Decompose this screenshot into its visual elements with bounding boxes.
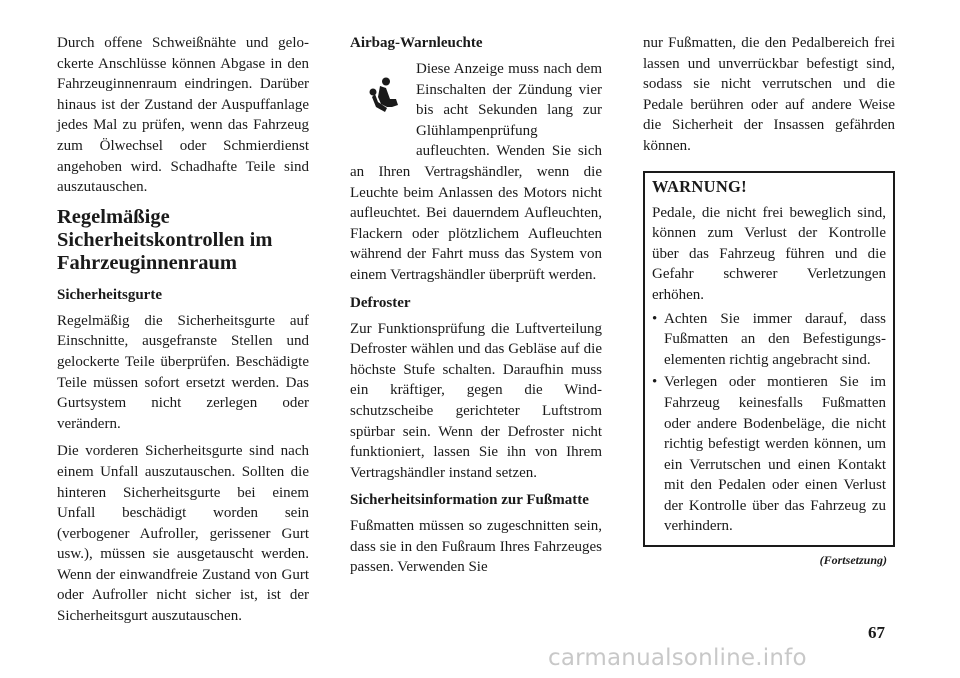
watermark: carmanualsonline.info bbox=[548, 645, 807, 671]
bullet-icon: • bbox=[652, 374, 658, 391]
warning-title: WARNUNG! bbox=[652, 176, 747, 196]
airbag-warning-icon bbox=[350, 59, 416, 143]
defroster-paragraph: Zur Funktionsprüfung die Luftverteilung Defroster wählen und das Gebläse auf die höchste Stufe schalten. Daraufhin muss ein kräftiger, gegen die Windschutzscheibe gerichteter Luftstrom spürbar sein. Wenn der Defroster nicht funktioniert, lassen Sie ihn von Ihrem Vertragshändler instand setzen. bbox=[350, 320, 602, 481]
continued-label: (Fortsetzung) bbox=[819, 553, 887, 568]
page-number: 67 bbox=[868, 623, 885, 642]
floor-mat-paragraph: Fußmatten müssen so zugeschnitten sein, dass sie in den Fußraum Ihres Fahrzeuges passen. Verwenden Sie bbox=[350, 518, 602, 576]
warning-text: Pedale, die nicht frei beweglich sind, können zum Verlust der Kontrolle über das Fahrzeug führen und die Gefahr schwerer Verletzungen erhöhen. bbox=[652, 204, 886, 303]
column-middle bbox=[350, 33, 602, 585]
warning-list-item: • Verlegen oder montieren Sie im Fahrzeug keinesfalls Fußmatten oder andere Bodenbeläge, die nicht richtig befestigt werden können, um ein Verrutschen und einen Kontakt mit den Pedalen oder einen Verlust der Kontrolle über das Fahrzeug zu verhindern. bbox=[652, 374, 886, 535]
warning-box bbox=[643, 171, 895, 548]
warning-list bbox=[652, 309, 886, 538]
floor-mat-heading: Sicherheitsinformation zur Fußmatte bbox=[350, 492, 589, 509]
airbag-block bbox=[350, 59, 602, 286]
floor-mat-continued: nur Fußmatten, die den Pedalbereich frei lassen und unverrückbar befestigt sind, sodass sie nicht verrutschen und die Pedale berühren oder auf andere Weise die Sicherheit der Insassen gefährden können. bbox=[643, 35, 895, 154]
column-left bbox=[57, 33, 309, 634]
intro-paragraph: Durch offene Schweißnähte und gelockerte Anschlüsse können Abgase in den Fahrzeuginnenraum eindringen. Darüber hinaus ist der Zustand der Auspuffanlage jedes Mal zu prüfen, wenn das Fahrzeug zum Ölwechsel oder Schmierdienst angehoben wird. Schadhafte Teile sind auszutauschen. bbox=[57, 35, 309, 196]
warning-list-item: • Achten Sie immer darauf, dass Fußmatten an den Befestigungselementen richtig angebracht sind. bbox=[652, 310, 886, 368]
column-right bbox=[643, 33, 895, 568]
bullet-icon: • bbox=[652, 310, 658, 327]
seatbelts-paragraph-2: Die vorderen Sicherheitsgurte sind nach einem Unfall auszutauschen. Sollten die hinteren Sicherheitsgurte bei einem Unfall beschädigt worden sein (verbogener Aufroller, gerissener Gurt usw.), müssen sie ausgetauscht werden. Wenn der einwandfreie Zustand von Gurt oder Aufroller nicht sicher ist, ist der Sicherheitsgurt auszutauschen. bbox=[57, 443, 309, 625]
airbag-heading: Airbag-Warnleuchte bbox=[350, 35, 483, 51]
section-heading: Regelmäßige Sicherheitskontrollen im Fahrzeuginnenraum bbox=[57, 205, 273, 274]
airbag-paragraph: Diese Anzeige muss nach dem Einschalten der Zündung vier bis acht Sekunden lang zur Glühlampenprüfung aufleuchten. Wenden Sie sich an Ihren Vertragshändler, wenn die Leuchte beim Anlassen des Motors nicht aufleuchtet. Bei dauerndem Aufleuchten, Flackern oder plötzlichem Aufleuchten während der Fahrt muss das System von einem Vertragshändler überprüft werden. bbox=[350, 61, 602, 283]
seatbelts-heading: Sicherheitsgurte bbox=[57, 286, 162, 303]
defroster-heading: Defroster bbox=[350, 294, 411, 311]
seatbelts-paragraph-1: Regelmäßig die Sicherheitsgurte auf Einschnitte, ausgefranste Stellen und gelockerte Teile überprüfen. Beschädigte Teile müssen sofort ersetzt werden. Das Gurtsystem nicht zerlegen oder verändern. bbox=[57, 312, 309, 432]
